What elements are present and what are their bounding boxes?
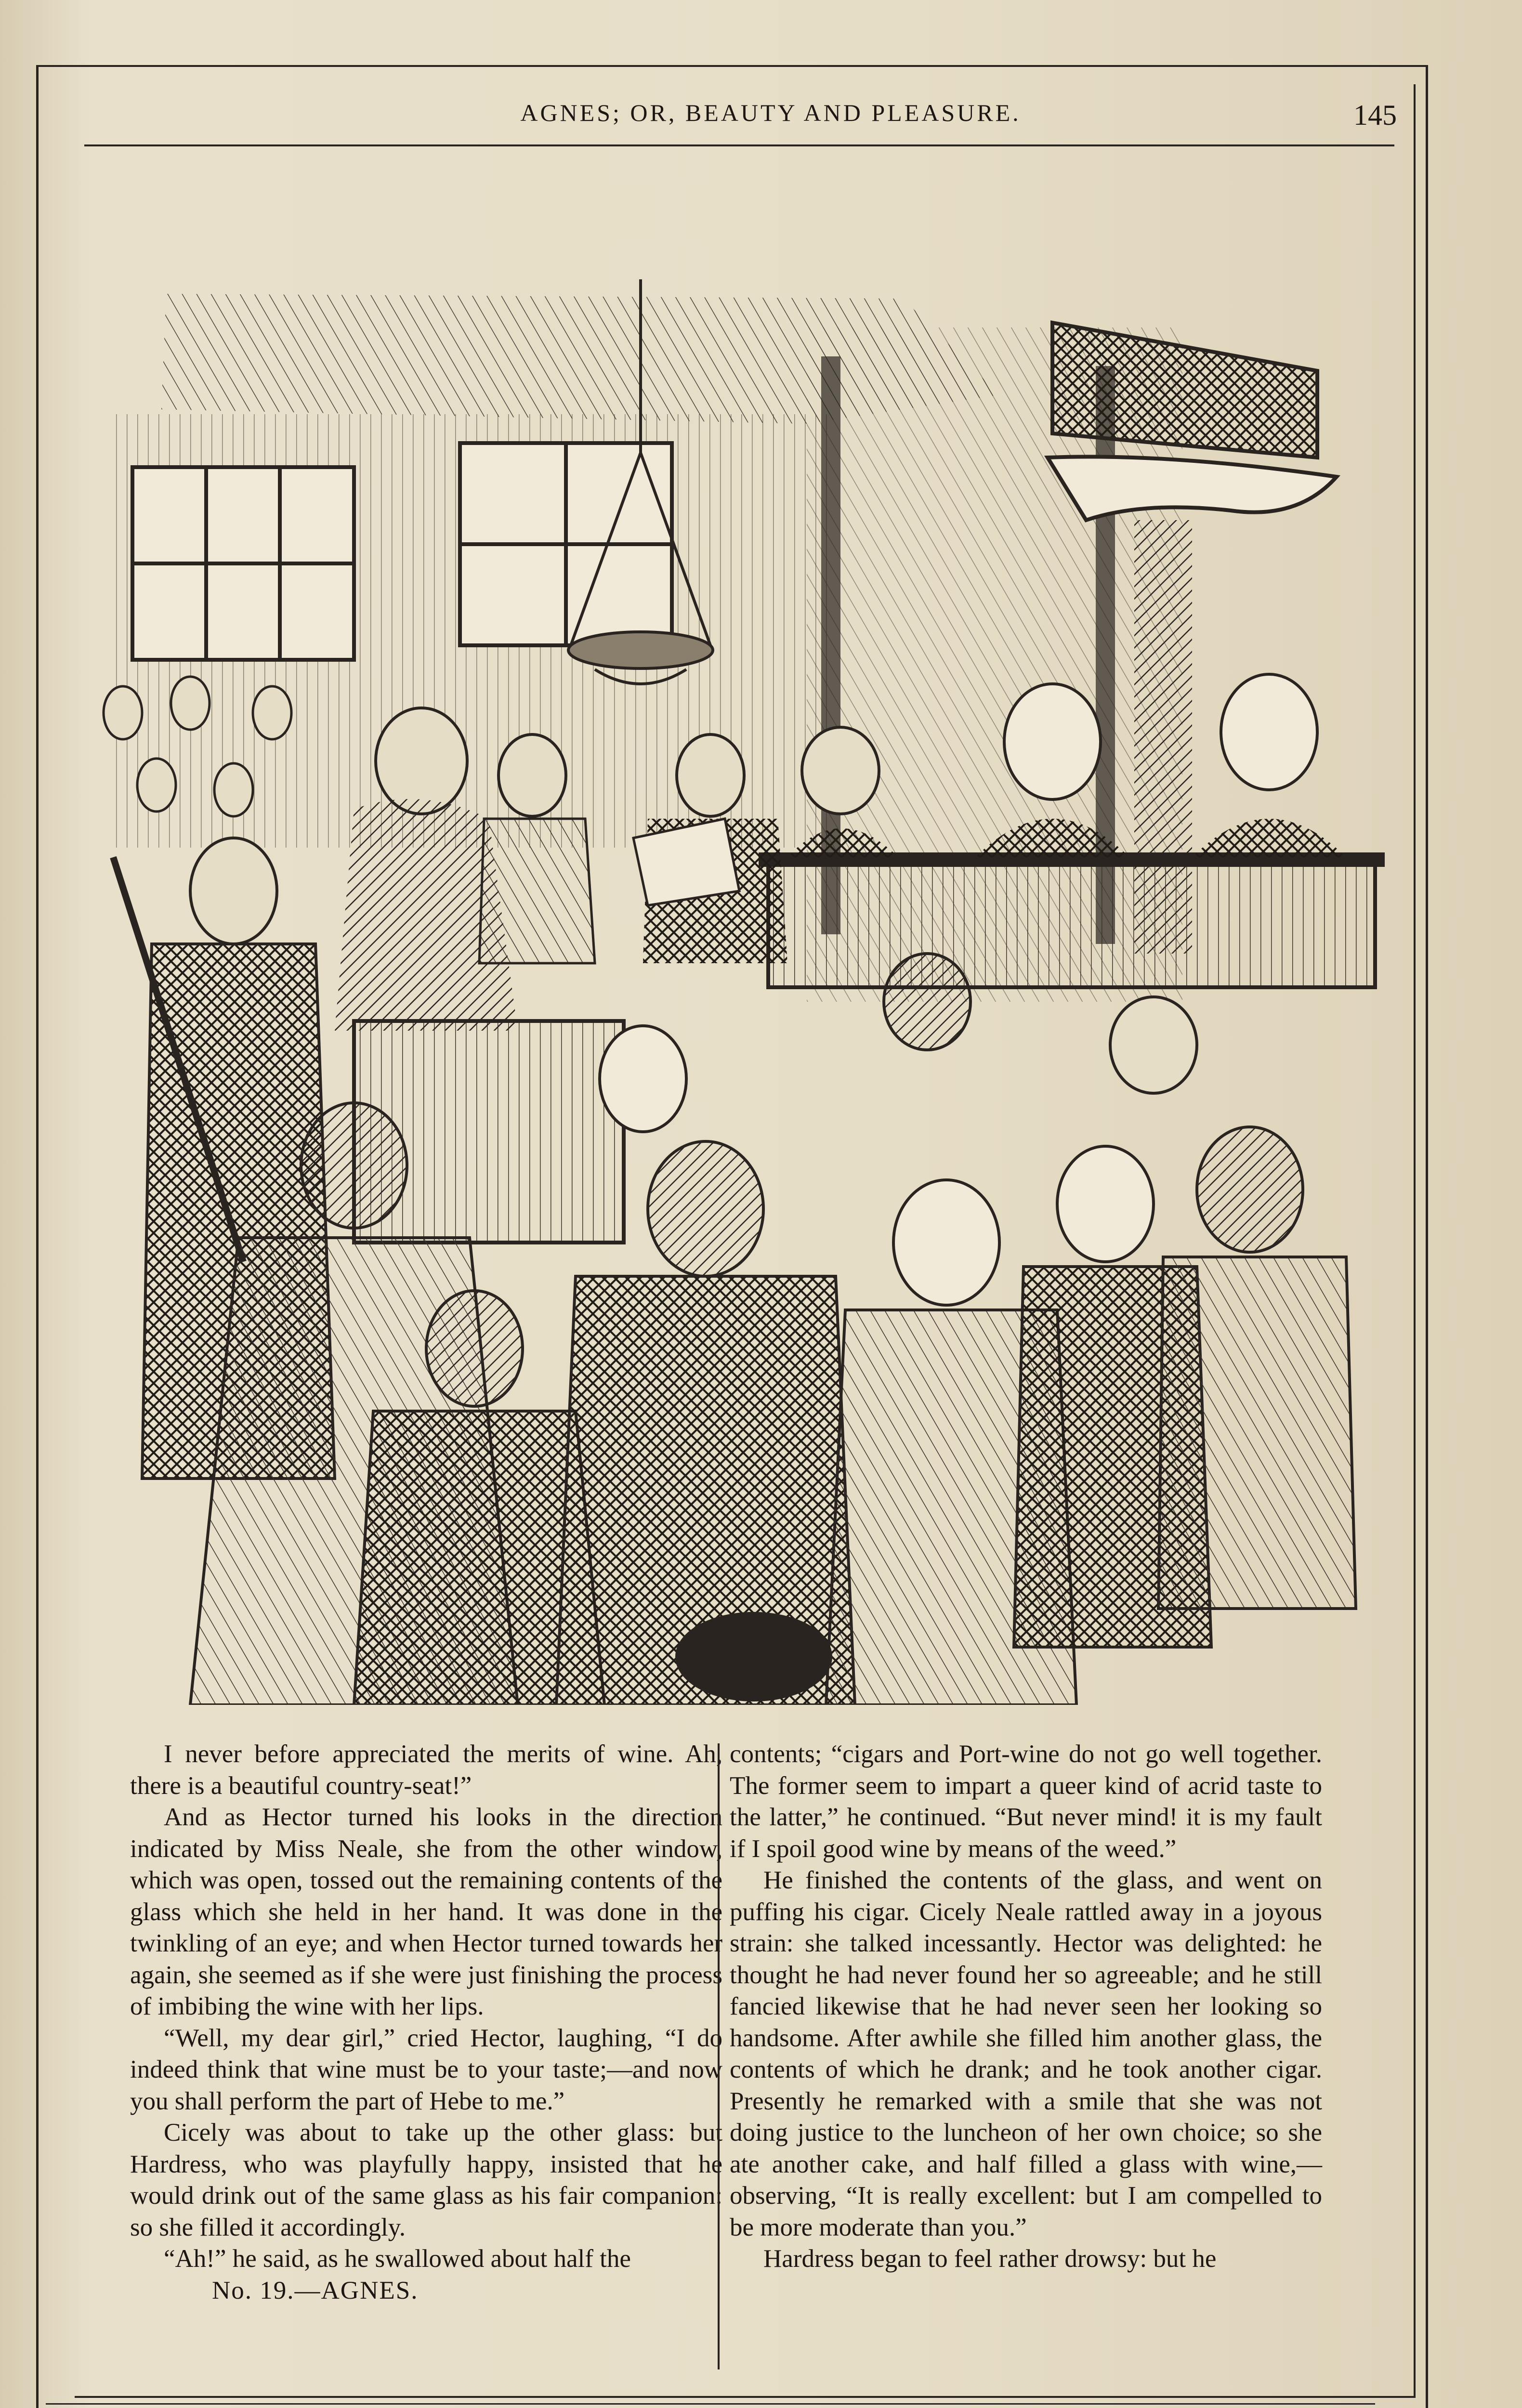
courtroom-illustration: [84, 250, 1390, 1705]
paragraph: “Well, my dear girl,” cried Hector, laughing, “I do indeed think that wine must be to your taste;—and now you shall perform the part of Hebe to me.”: [130, 2024, 722, 2115]
paragraph: Hardress began to feel rather drowsy: but he: [763, 2245, 1217, 2273]
header-rule: [84, 144, 1394, 146]
paragraph: I never before appreciated the merits of wine. Ah, there is a beautiful country-seat!”: [130, 1740, 722, 1800]
paragraph: Cicely was about to take up the other glass: but Hardress, who was playfully happy, insisted that he would drink out of the same glass as his fair companion: so she filled it accordingly.: [130, 2119, 722, 2241]
paragraph: He finished the contents of the glass, and went on puffing his cigar. Cicely Neale rattled away in a joyous strain: she talked incessantly. Hector was delighted: he thought he had never found her so agreeable; and he still fancied likewise that he had never seen her looking so handsome. After awhile she filled him another glass, the contents of which he drank; and he took another cigar. Presently he remarked with a smile that she was not doing justice to the luncheon of her own choice; so she ate another cake, and half filled a glass with wine,—observing, “It is really excellent: but I am compelled to be more moderate than you.”: [730, 1866, 1322, 2241]
running-title: AGNES; OR, BEAUTY AND PLEASURE.: [520, 99, 1021, 126]
column-divider: [718, 1743, 720, 2369]
paragraph: “Ah!” he said, as he swallowed about half the: [164, 2245, 631, 2273]
signature-mark: No. 19.—AGNES.: [212, 2276, 419, 2304]
paragraph: And as Hector turned his looks in the direction indicated by Miss Neale, she from the other window, which was open, tossed out the remaining contents of the glass which she held in her hand. It was done in the twinkling of an eye; and when Hector turned towards her again, she seemed as if she were just finishing the process of imbibing the wine with her lips.: [130, 1803, 722, 2020]
paragraph: contents; “cigars and Port-wine do not go well together. The former seem to impart a queer kind of acrid taste to the latter,” he continued. “But never mind! it is my fault if I spoil good wine by means of the weed.”: [730, 1740, 1322, 1863]
text-column-left: [130, 1739, 722, 2306]
text-column-right: [730, 1739, 1322, 2275]
page-number: 145: [1353, 99, 1397, 131]
bottom-rule: [46, 2403, 1375, 2405]
